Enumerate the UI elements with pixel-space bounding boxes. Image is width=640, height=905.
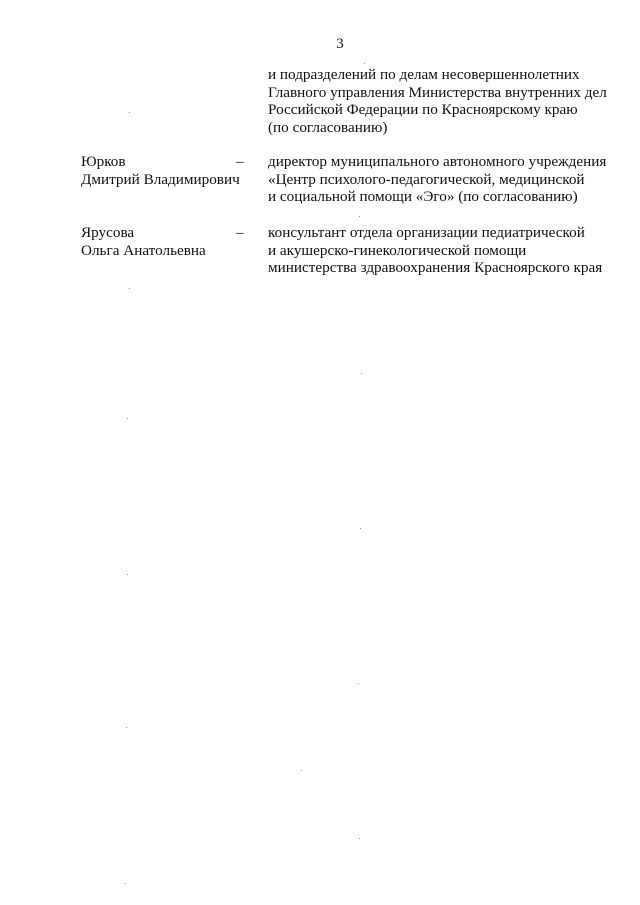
description-line: (по согласованию) [268, 118, 388, 136]
description-line: директор муниципального автономного учреждения [268, 153, 607, 170]
scan-speck [361, 373, 362, 374]
member-description [268, 224, 602, 277]
description-line: министерства здравоохранения Красноярского края [268, 259, 603, 276]
scan-speck [360, 528, 361, 529]
description-line: «Центр психолого-педагогической, медицинской [268, 170, 585, 188]
member-surname: Юрков [81, 153, 126, 170]
member-description [268, 153, 606, 206]
scan-speck [129, 112, 130, 113]
scan-speck [129, 288, 130, 289]
scan-speck [359, 838, 360, 839]
dash-separator: – [236, 153, 244, 170]
page-number: 3 [336, 36, 344, 52]
description-line: консультант отдела организации педиатрической [268, 224, 585, 241]
scan-speck [358, 683, 359, 684]
description-line: Российской Федерации по Красноярскому краю [268, 101, 578, 118]
scan-speck [364, 63, 365, 64]
scan-speck [301, 770, 302, 771]
member-given-names: Ольга Анатольевна [81, 241, 206, 259]
scan-speck [359, 216, 360, 217]
scan-speck [127, 574, 128, 575]
member-given-names: Дмитрий Владимирович [81, 170, 240, 188]
scan-speck [127, 418, 128, 419]
description-line: и акушерско-гинекологической помощи [268, 241, 527, 259]
description-line: Главного управления Министерства внутренних дел [268, 83, 607, 101]
scan-speck [126, 727, 127, 728]
member-name [81, 153, 240, 188]
description-line: и подразделений по делам несовершеннолетних [268, 66, 580, 83]
dash-separator: – [236, 224, 244, 241]
description-line: и социальной помощи «Эго» (по согласованию) [268, 188, 578, 205]
scan-speck [125, 883, 126, 884]
member-name [81, 224, 206, 259]
continuation-description [268, 66, 607, 136]
member-surname: Ярусова [81, 224, 135, 241]
